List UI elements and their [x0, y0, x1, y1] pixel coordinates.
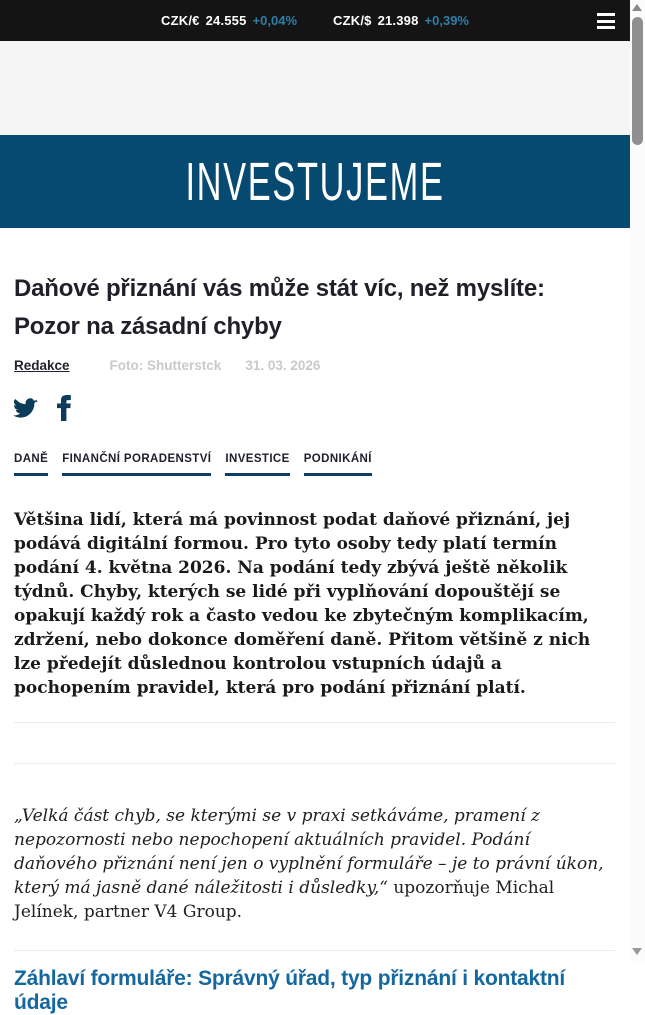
- site-header: [0, 135, 630, 228]
- quote-text: „Velká část chyb, se kterými se v praxi setkáváme, pramení z nepozornosti nebo nepochopení aktuálních pravidel. Podání daňového přiznání není jen o vyplnění formuláře – je to právní úkon, který má jasně dané náležitosti i důsledky,“: [14, 806, 604, 898]
- photo-credit: Foto: Shutterstck: [109, 358, 222, 373]
- divider: [14, 763, 615, 764]
- topbar: [0, 0, 630, 41]
- rate-value: 21.398: [377, 13, 419, 28]
- share-buttons: [14, 395, 615, 421]
- rate-czk-usd[interactable]: [333, 13, 469, 28]
- site-logo[interactable]: INVESTUJEME: [185, 150, 445, 211]
- article-lead-paragraph: Většina lidí, která má povinnost podat daňové přiznání, jej podává digitální formou. Pro tyto osoby tedy platí termín podání 4. května 2026. Na podání tedy zbývá ještě několik týdnů. Chyby, kterých se lidé při vyplňování dopouštějí se opakují každý rok a často vedou ke zbytečným komplikacím, zdržení, nebo dokonce doměření daně. Přitom většině z nich lze předejít důslednou kontrolou vstupních údajů a pochopením pravidel, která pro podání přiznání platí.: [14, 510, 591, 698]
- rate-czk-eur[interactable]: [161, 13, 297, 28]
- twitter-share-icon[interactable]: [14, 398, 39, 419]
- ad-placeholder: [0, 41, 630, 135]
- article: [0, 270, 630, 1015]
- scrollbar-thumb[interactable]: [632, 17, 643, 145]
- article-title: Daňové přiznání vás může stát víc, než myslíte: Pozor na zásadní chyby: [14, 275, 545, 340]
- scroll-up-arrow-icon[interactable]: [632, 4, 642, 11]
- currency-ticker: [161, 13, 469, 28]
- rate-pair: CZK/€: [161, 13, 200, 28]
- tag-podnikani[interactable]: PODNIKÁNÍ: [304, 453, 372, 476]
- scroll-down-arrow-icon[interactable]: [632, 948, 642, 955]
- article-quote: [14, 804, 615, 924]
- divider: [14, 722, 615, 723]
- hamburger-menu-icon[interactable]: [597, 13, 615, 29]
- rate-value: 24.555: [205, 13, 247, 28]
- rate-pair: CZK/$: [333, 13, 372, 28]
- rate-change: +0,04%: [252, 13, 297, 28]
- scrollbar[interactable]: [630, 0, 645, 961]
- byline: [14, 358, 615, 373]
- publish-date: 31. 03. 2026: [245, 358, 321, 373]
- tag-investice[interactable]: INVESTICE: [225, 453, 289, 476]
- tag-dane[interactable]: DANĚ: [14, 453, 48, 476]
- section-heading: Záhlaví formuláře: Správný úřad, typ přiznání i kontaktní údaje: [14, 967, 566, 1014]
- facebook-share-icon[interactable]: [57, 395, 72, 421]
- author-link[interactable]: Redakce: [14, 358, 70, 373]
- divider: [14, 950, 615, 951]
- tag-financni-poradenstvi[interactable]: FINANČNÍ PORADENSTVÍ: [62, 453, 211, 476]
- rate-change: +0,39%: [424, 13, 469, 28]
- quote-attribution: upozorňuje Michal Jelínek, partner V4 Group.: [14, 878, 555, 922]
- category-tags: [14, 453, 615, 476]
